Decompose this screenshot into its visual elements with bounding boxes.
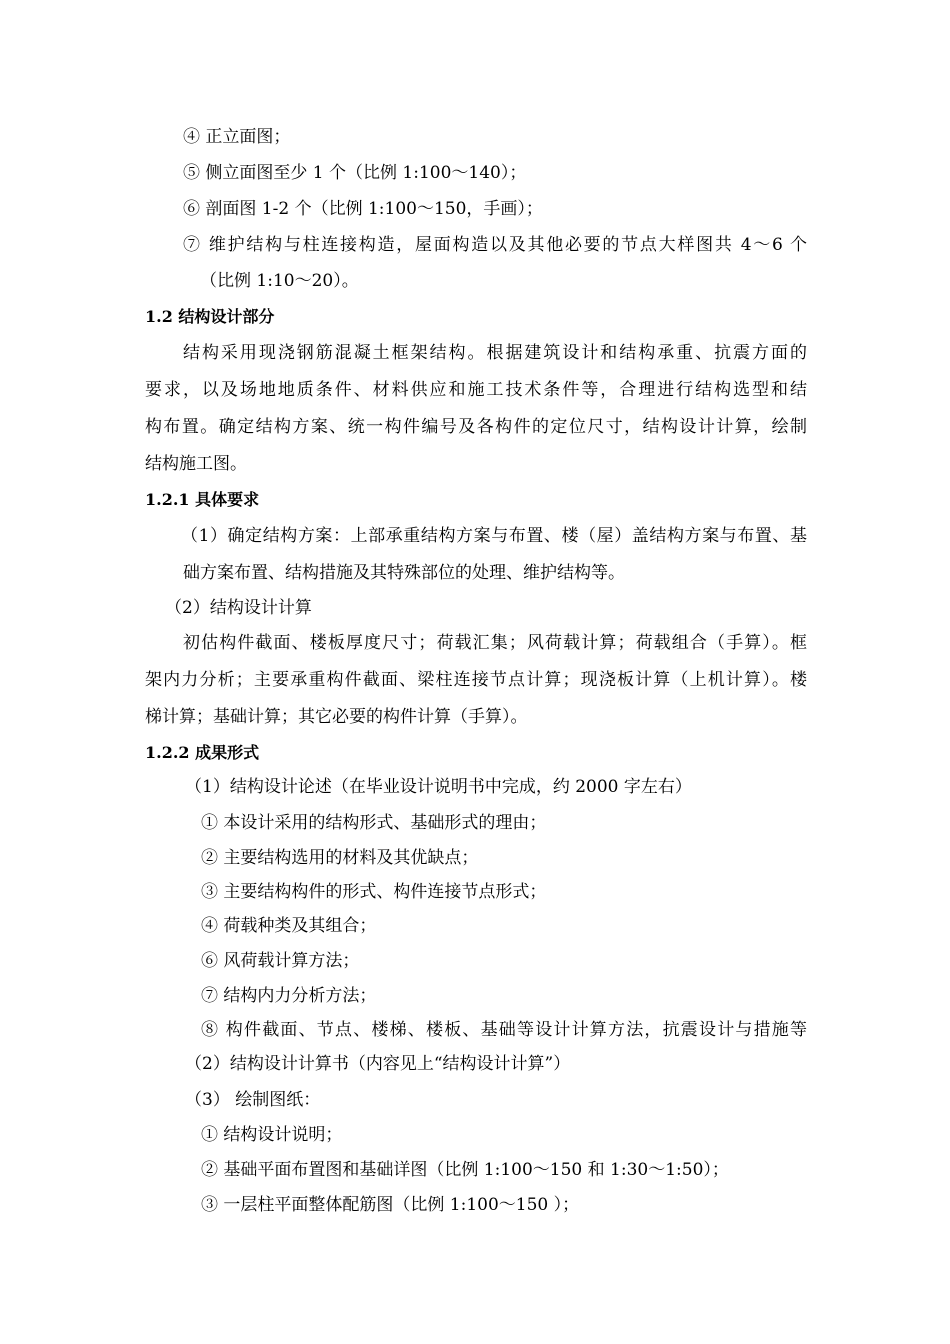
list-item: ③ 一层柱平面整体配筋图（比例 1:100～150 ）；	[201, 1195, 580, 1215]
list-item: ⑥ 剖面图 1-2 个（比例 1:100～150，手画）；	[183, 199, 543, 219]
paragraph-line: 架内力分析；主要承重构件截面、梁柱连接节点计算；现浇板计算（上机计算）。楼	[145, 670, 807, 690]
paragraph-line: （1）确定结构方案：上部承重结构方案与布置、楼（屋）盖结构方案与布置、基	[181, 526, 807, 546]
list-item: ⑧ 构件截面、节点、楼梯、楼板、基础等设计计算方法，抗震设计与措施等	[201, 1020, 807, 1040]
paragraph-line: 础方案布置、结构措施及其特殊部位的处理、维护结构等。	[183, 563, 625, 583]
paragraph-line: 要求，以及场地地质条件、材料供应和施工技术条件等，合理进行结构选型和结	[145, 380, 807, 400]
section-heading: 1.2 结构设计部分	[145, 307, 275, 326]
list-item: ① 本设计采用的结构形式、基础形式的理由；	[201, 813, 547, 833]
item-title: （3） 绘制图纸：	[185, 1090, 321, 1110]
item-title: （2）结构设计计算书（内容见上“结构设计计算”）	[185, 1054, 571, 1074]
list-item: ⑦ 结构内力分析方法；	[201, 986, 377, 1006]
list-item: ⑦ 维护结构与柱连接构造，屋面构造以及其他必要的节点大样图共 4～6 个	[183, 235, 807, 255]
paragraph-line: 结构施工图。	[145, 454, 247, 474]
paragraph-line: 梯计算；基础计算；其它必要的构件计算（手算）。	[145, 707, 528, 727]
list-item: ④ 正立面图；	[183, 127, 291, 147]
list-item: ① 结构设计说明；	[201, 1125, 343, 1145]
list-item: ④ 荷载种类及其组合；	[201, 916, 377, 936]
item-title: （1）结构设计论述（在毕业设计说明书中完成，约 2000 字左右）	[185, 777, 692, 797]
list-item-continued: （比例 1:10～20）。	[200, 271, 359, 291]
subsection-heading: 1.2.1 具体要求	[145, 490, 260, 509]
paragraph-line: 结构采用现浇钢筋混凝土框架结构。根据建筑设计和结构承重、抗震方面的	[183, 343, 807, 363]
paragraph-line: 构布置。确定结构方案、统一构件编号及各构件的定位尺寸，结构设计计算，绘制	[145, 417, 807, 437]
paragraph-line: 初估构件截面、楼板厚度尺寸；荷载汇集；风荷载计算；荷载组合（手算）。框	[183, 633, 807, 653]
list-item: ③ 主要结构构件的形式、构件连接节点形式；	[201, 882, 547, 902]
list-item: ② 基础平面布置图和基础详图（比例 1:100～150 和 1:30～1:50）；	[201, 1160, 729, 1180]
list-item: ⑤ 侧立面图至少 1 个（比例 1:100～140）；	[183, 163, 527, 183]
list-item: ② 主要结构选用的材料及其优缺点；	[201, 848, 479, 868]
list-item: ⑥ 风荷载计算方法；	[201, 951, 360, 971]
subsection-heading: 1.2.2 成果形式	[145, 743, 260, 762]
item-title: （2）结构设计计算	[165, 598, 312, 618]
